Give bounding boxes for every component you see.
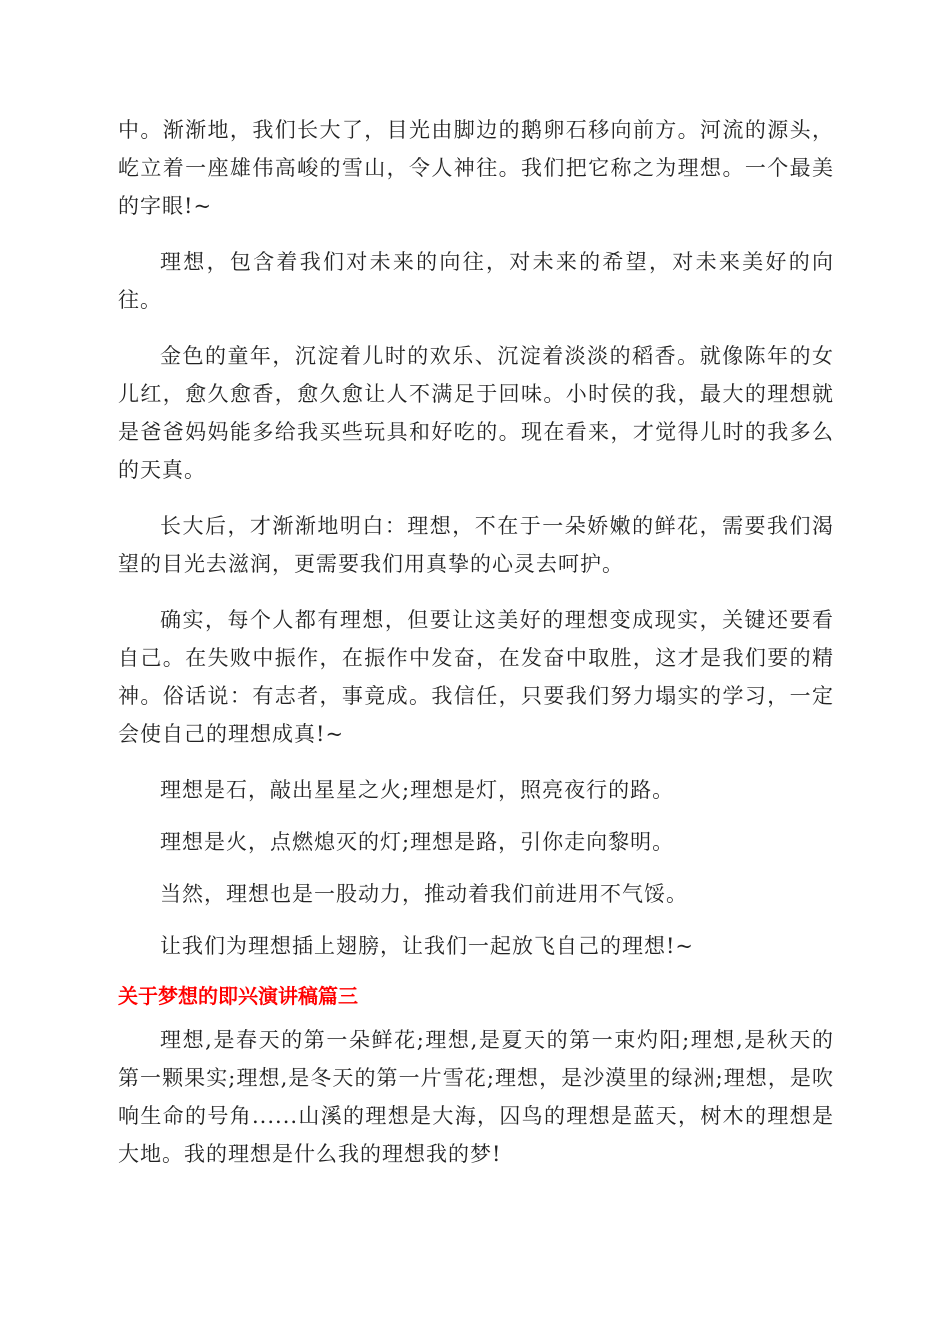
section-heading: 关于梦想的即兴演讲稿篇三 — [118, 984, 358, 1008]
paragraph-effort: 确实，每个人都有理想，但要让这美好的理想变成现实，关键还要看自己。在失败中振作，在振作中发奋，在发奋中取胜，这才是我们要的精神。俗话说：有志者，事竟成。我信任，只要我们努力塌实的学习，一定会使自己的理想成真!~ — [118, 608, 834, 746]
paragraph-growing-up: 长大后，才渐渐地明白：理想，不在于一朵娇嫩的鲜花，需要我们渴望的目光去滋润，更需要我们用真挚的心灵去呵护。 — [118, 514, 834, 576]
paragraph-continuation: 中。渐渐地，我们长大了，目光由脚边的鹅卵石移向前方。河流的源头，屹立着一座雄伟高峻的雪山，令人神往。我们把它称之为理想。一个最美的字眼!~ — [118, 118, 834, 218]
paragraph-childhood: 金色的童年，沉淀着儿时的欢乐、沉淀着淡淡的稻香。就像陈年的女儿红，愈久愈香，愈久愈让人不满足于回味。小时侯的我，最大的理想就是爸爸妈妈能多给我买些玩具和好吃的。现在看来，才觉得儿时的我多么的天真。 — [118, 344, 834, 482]
paragraph-ideal-motivation: 当然，理想也是一股动力，推动着我们前进用不气馁。 — [160, 882, 688, 906]
paragraph-ideal-wings: 让我们为理想插上翅膀，让我们一起放飞自己的理想!~ — [160, 934, 695, 958]
paragraph-ideal-definition: 理想，包含着我们对未来的向往，对未来的希望，对未来美好的向往。 — [118, 250, 834, 312]
paragraph-ideal-stone: 理想是石，敲出星星之火;理想是灯，照亮夜行的路。 — [160, 778, 675, 802]
paragraph-ideal-fire: 理想是火，点燃熄灭的灯;理想是路，引你走向黎明。 — [160, 830, 675, 854]
document-body — [118, 111, 834, 1191]
paragraph-ideal-seasons: 理想,是春天的第一朵鲜花;理想,是夏天的第一束灼阳;理想,是秋天的第一颗果实;理想,是冬天的第一片雪花;理想，是沙漠里的绿洲;理想，是吹响生命的号角......山溪的理想是大海，囚鸟的理想是蓝天，树木的理想是大地。我的理想是什么我的理想我的梦! — [118, 1028, 834, 1166]
